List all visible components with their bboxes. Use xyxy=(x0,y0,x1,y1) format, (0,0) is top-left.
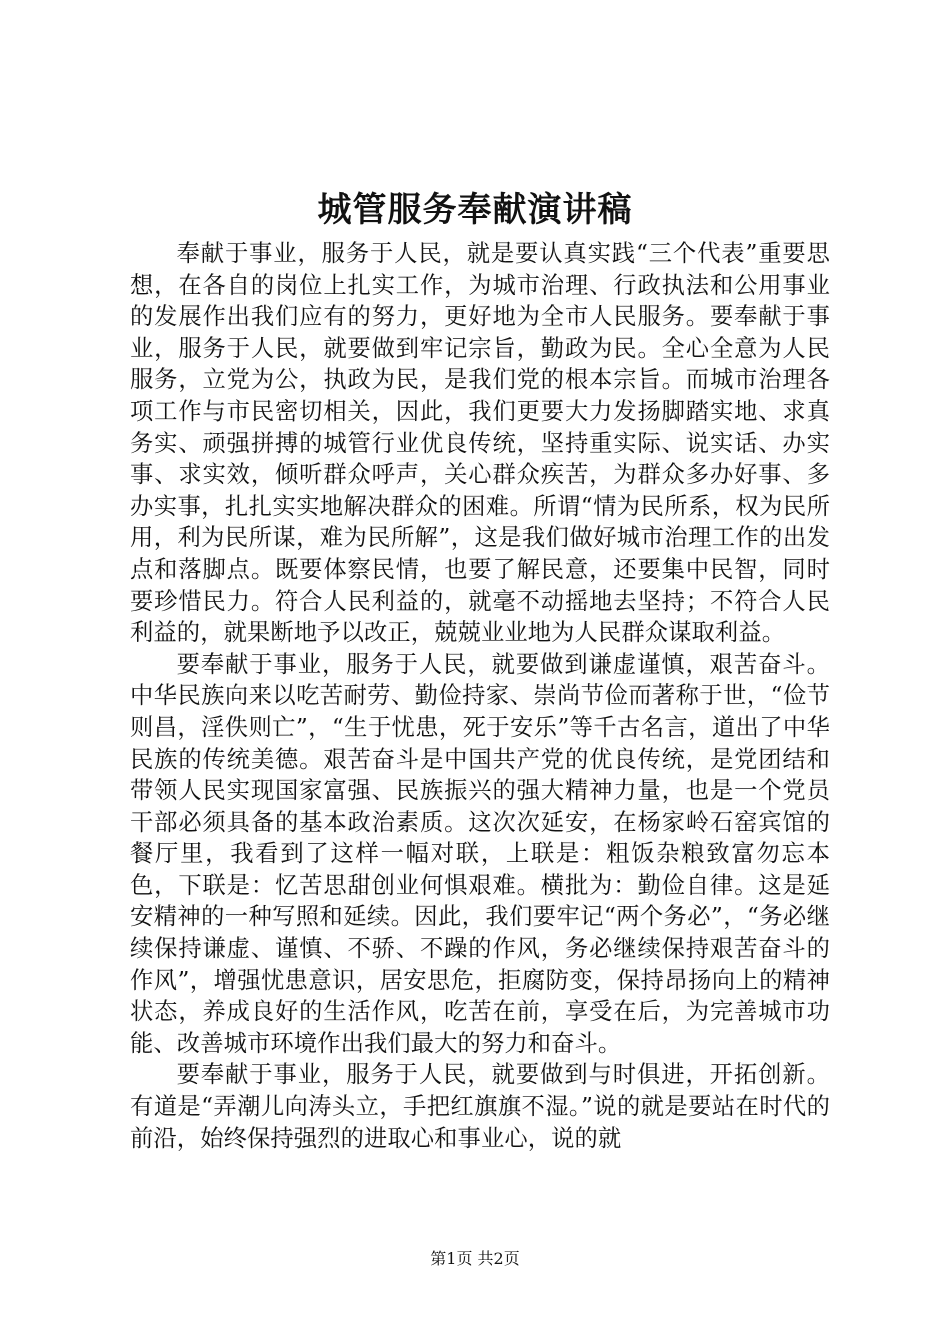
document-title: 城管服务奉献演讲稿 xyxy=(317,190,633,230)
paragraph-3: 要奉献于事业，服务于人民，就要做到与时俱进，开拓创新。有道是“弄潮儿向涛头立，手把红旗旗不湿。”说的就是要站在时代的前沿，始终保持强烈的进取心和事业心，说的就 xyxy=(130,1061,830,1152)
paragraph-1: 奉献于事业，服务于人民，就是要认真实践“三个代表”重要思想，在各自的岗位上扎实工作，为城市治理、行政执法和公用事业的发展作出我们应有的努力，更好地为全市人民服务。要奉献于事业，服务于人民，就要做到牢记宗旨，勤政为民。全心全意为人民服务，立党为公，执政为民，是我们党的根本宗旨。而城市治理各项工作与市民密切相关，因此，我们更要大力发扬脚踏实地、求真务实、顽强拼搏的城管行业优良传统，坚持重实际、说实话、办实事、求实效，倾听群众呼声，关心群众疾苦，为群众多办好事、多办实事，扎扎实实地解决群众的困难。所谓“情为民所系，权为民所用，利为民所谋，难为民所解”，这是我们做好城市治理工作的出发点和落脚点。既要体察民情，也要了解民意，还要集中民智，同时要珍惜民力。符合人民利益的，就毫不动摇地去坚持；不符合人民利益的，就果断地予以改正，兢兢业业地为人民群众谋取利益。 xyxy=(130,240,830,647)
page-number-footer: 第1页 共2页 xyxy=(430,1249,520,1268)
paragraph-2: 要奉献于事业，服务于人民，就要做到谦虚谨慎，艰苦奋斗。中华民族向来以吃苦耐劳、勤俭持家、崇尚节俭而著称于世，“俭节则昌，淫佚则亡”，“生于忧患，死于安乐”等千古名言，道出了中华民族的传统美德。艰苦奋斗是中国共产党的优良传统，是党团结和带领人民实现国家富强、民族振兴的强大精神力量，也是一个党员干部必须具备的基本政治素质。这次次延安，在杨家岭石窑宾馆的餐厅里，我看到了这样一幅对联，上联是：粗饭杂粮致富勿忘本色，下联是：忆苦思甜创业何惧艰难。横批为：勤俭自律。这是延安精神的一种写照和延续。因此，我们要牢记“两个务必”，“务必继续保持谦虚、谨慎、不骄、不躁的作风，务必继续保持艰苦奋斗的作风”，增强忧患意识，居安思危，拒腐防变，保持昂扬向上的精神状态，养成良好的生活作风，吃苦在前，享受在后，为完善城市功能、改善城市环境作出我们最大的努力和奋斗。 xyxy=(130,650,830,1057)
document-body xyxy=(130,238,830,1154)
